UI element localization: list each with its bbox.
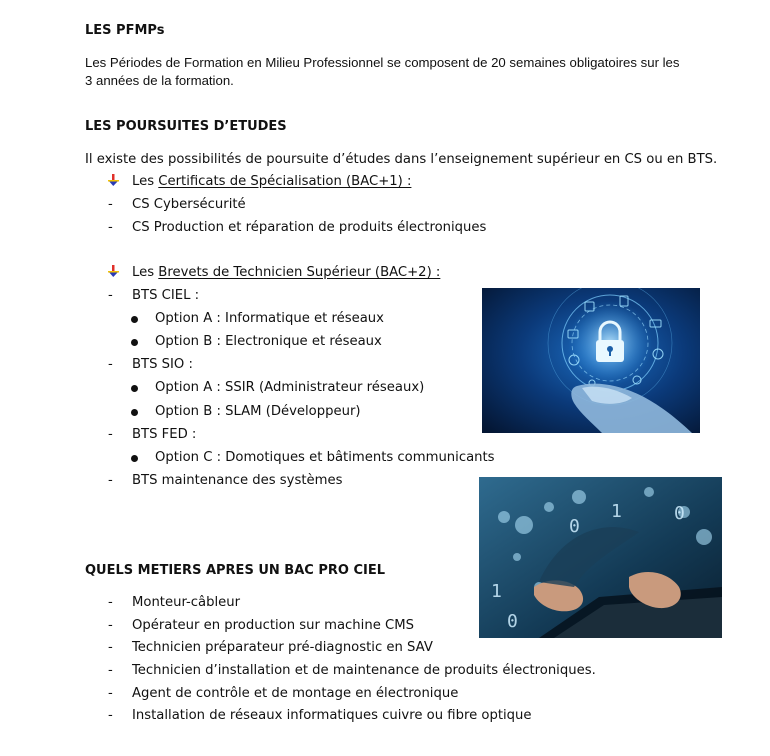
bts-heading [132, 265, 440, 280]
dash-marker: - [108, 220, 113, 235]
pfmp-heading: LES PFMPs [85, 23, 165, 38]
metiers-heading: QUELS METIERS APRES UN BAC PRO CIEL [85, 563, 385, 578]
dash-marker: - [108, 686, 113, 701]
cs-heading [132, 174, 411, 189]
svg-text:1: 1 [611, 501, 622, 522]
metier-item: Agent de contrôle et de montage en électronique [132, 686, 459, 701]
dash-marker: - [108, 618, 113, 633]
dash-marker: - [108, 427, 113, 442]
cs-label: Certificats de Spécialisation (BAC+1) : [158, 174, 412, 189]
svg-text:0: 0 [507, 611, 518, 632]
dash-marker: - [108, 663, 113, 678]
metier-item: Opérateur en production sur machine CMS [132, 618, 414, 633]
pfmp-text-line-2: 3 années de la formation. [85, 73, 234, 88]
svg-text:1: 1 [491, 581, 502, 602]
bullet-dot [131, 316, 138, 323]
coding-keyboard-photo [479, 477, 722, 638]
cs-item: CS Cybersécurité [132, 197, 246, 212]
arrow-bullet-icon [108, 265, 120, 278]
dash-marker: - [108, 595, 113, 610]
bts-prefix: Les [132, 265, 159, 280]
bullet-dot [131, 385, 138, 392]
metier-item: Technicien d’installation et de maintenance de produits électroniques. [132, 663, 596, 678]
dash-marker: - [108, 288, 113, 303]
poursuites-heading: LES POURSUITES D’ETUDES [85, 119, 287, 134]
svg-text:0: 0 [674, 503, 685, 524]
bts-option: Option A : Informatique et réseaux [155, 311, 384, 326]
bts-option: Option B : Electronique et réseaux [155, 334, 382, 349]
svg-text:0: 0 [569, 516, 580, 537]
bts-group-name: BTS SIO : [132, 357, 193, 372]
dash-marker: - [108, 197, 113, 212]
arrow-bullet-icon [108, 174, 120, 187]
cybersecurity-padlock-photo [482, 288, 700, 433]
bullet-dot [131, 339, 138, 346]
bts-label: Brevets de Technicien Supérieur (BAC+2) : [158, 265, 441, 280]
bts-group-name: BTS CIEL : [132, 288, 200, 303]
cs-item: CS Production et réparation de produits électroniques [132, 220, 487, 235]
cs-prefix: Les [132, 174, 159, 189]
bts-option: Option A : SSIR (Administrateur réseaux) [155, 380, 425, 395]
metier-item: Technicien préparateur pré-diagnostic en SAV [132, 640, 433, 655]
bts-option: Option B : SLAM (Développeur) [155, 404, 361, 419]
bullet-dot [131, 409, 138, 416]
bts-group-name: BTS FED : [132, 427, 197, 442]
bts-option: Option C : Domotiques et bâtiments communicants [155, 450, 495, 465]
pfmp-text-line-1: Les Périodes de Formation en Milieu Professionnel se composent de 20 semaines obligatoires sur les [85, 55, 680, 70]
dash-marker: - [108, 640, 113, 655]
bullet-dot [131, 455, 138, 462]
metier-item: Monteur-câbleur [132, 595, 241, 610]
bts-group-name: BTS maintenance des systèmes [132, 473, 343, 488]
poursuites-intro: Il existe des possibilités de poursuite d’études dans l’enseignement supérieur en CS ou en BTS. [85, 152, 718, 167]
dash-marker: - [108, 708, 113, 723]
dash-marker: - [108, 357, 113, 372]
metier-item: Installation de réseaux informatiques cuivre ou fibre optique [132, 708, 532, 723]
dash-marker: - [108, 473, 113, 488]
